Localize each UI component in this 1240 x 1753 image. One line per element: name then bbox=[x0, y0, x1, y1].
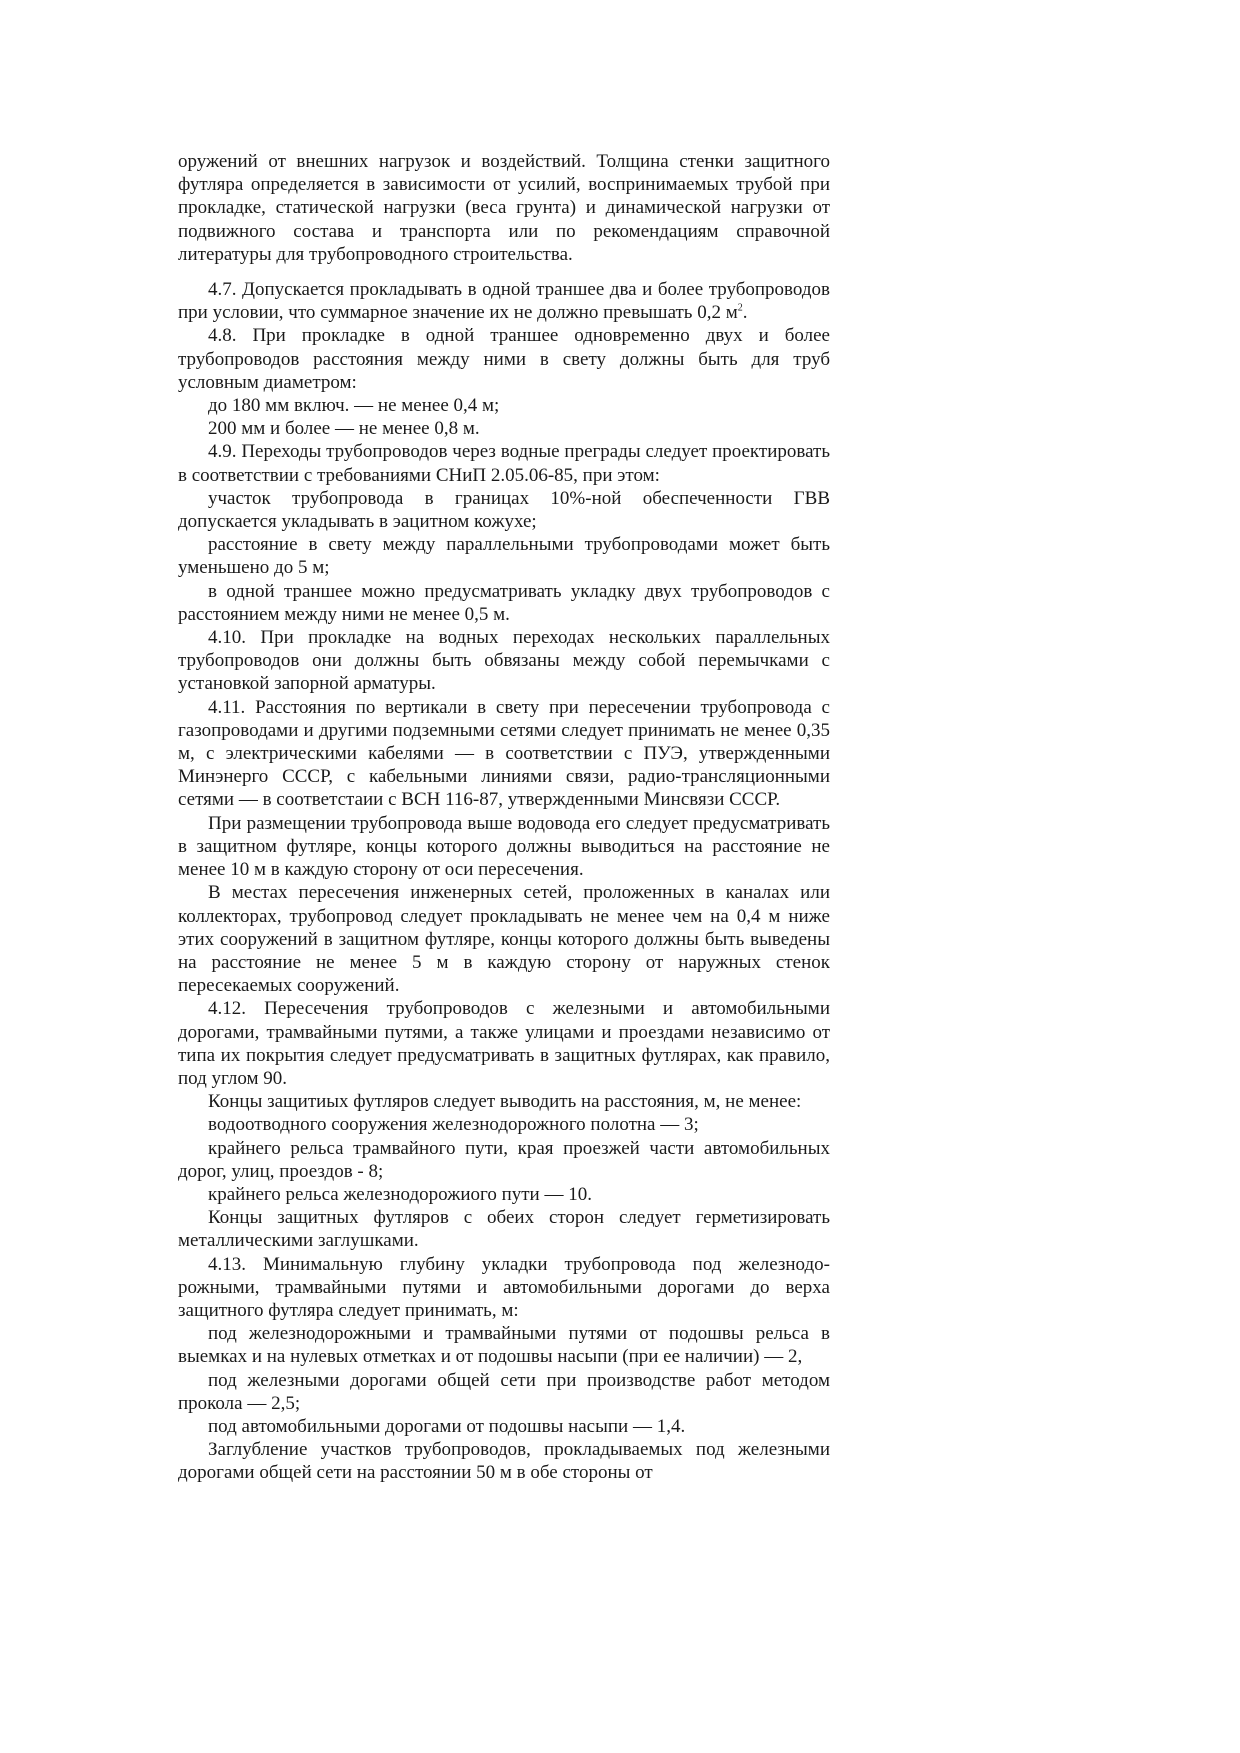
paragraph-item-200: 200 мм и более — не менее 0,8 м. bbox=[208, 418, 480, 440]
paragraph-item-drainage: водоотводного сооружения железнодорожного полотна — 3; bbox=[208, 1114, 699, 1136]
paragraph-item-rail: крайнего рельса железнодорожиого пути — 10. bbox=[208, 1183, 592, 1205]
paragraph-sealing: Концы защитных футляров с обеих сторон следует герметизировать металлическими заглушками. bbox=[178, 1207, 830, 1252]
paragraph-item-trench: в одной траншее можно предусматривать укладку двух трубопроводов с расстоянием между ними не менее 0,5 м. bbox=[178, 580, 830, 625]
paragraph-deepening: Заглубление участков трубопроводов, прокладываемых под железными дорогами общей сети на расстоянии 50 м в обе стороны от bbox=[178, 1439, 830, 1484]
paragraph-item-distance: расстояние в свету между параллельными трубопроводами может быть уменьшено до 5 м; bbox=[178, 534, 830, 579]
superscript-exponent: 2 bbox=[737, 302, 743, 314]
paragraph-4-7-text: 4.7. Допускается прокладывать в одной траншее два и более трубопроводов при условии, что суммарное значение их не должно превышать 0,2 м bbox=[178, 279, 830, 324]
document-page bbox=[178, 150, 830, 1485]
paragraph-item-180: до 180 мм включ. — не менее 0,4 м; bbox=[208, 395, 500, 417]
paragraph-item-rail-depth: под железнодорожными и трамвайными путями от подошвы рельса в выемках и на нулевых отметках и от подошвы насыпи (при ее наличии) — 2, bbox=[178, 1323, 830, 1368]
paragraph-4-11: 4.11. Расстояния по вертикали в свету при пересечении трубопровода с газопроводами и другими подземными сетями следует принимать не менее 0,35 м, с электрическими кабелями — в соответствии с ПУЭ, утвержденными Минэнерго СССР, с кабельными линиями связи, радио-трансляционными сетями — в соответстаии с ВСН 116-87, утвержденными Минсвязи СССР. bbox=[178, 696, 830, 811]
paragraph-casing-ends: Концы защитиых футляров следует выводить на расстояния, м, не менее: bbox=[208, 1091, 802, 1113]
paragraph-item-gvv: участок трубопровода в границах 10%-ной обеспеченности ГВВ допускается укладывать в эацитном кожухе; bbox=[178, 487, 830, 533]
paragraph-4-8: 4.8. При прокладке в одной траншее одновременно двух и более трубопроводов расстояния между ними в свету должны быть для труб условным диаметром: bbox=[178, 325, 830, 393]
paragraph-placement: При размещении трубопровода выше водовода его следует предусматривать в защитном футляре, концы которого должны выводиться на расстояние не менее 10 м в каждую сторону от оси пересечения. bbox=[178, 812, 830, 881]
paragraph-4-10: 4.10. При прокладке на водных переходах нескольких параллельных трубопроводов они должны быть обвязаны между собой перемычками с установкой запорной арматуры. bbox=[178, 627, 830, 695]
paragraph-4-13: 4.13. Минимальную глубину укладки трубопровода под железнодо-рожными, трамвайными путями и автомобильными дорогами до верха защитного футляра следует принимать, м: bbox=[178, 1253, 830, 1321]
paragraph-item-road: под автомобильными дорогами от подошвы насыпи — 1,4. bbox=[208, 1415, 686, 1437]
paragraph-crossing: В местах пересечения инженерных сетей, проложенных в каналах или коллекторах, трубопровод следует прокладывать не менее чем на 0,4 м ниже этих сооружений в защитном футляре, концы которого должны быть выведены на расстояние не менее 5 м в каждую сторону от наружных стенок пересекаемых сооружений. bbox=[178, 882, 830, 997]
paragraph-4-7 bbox=[178, 278, 830, 324]
paragraph-4-7-tail: . bbox=[742, 302, 748, 324]
paragraph-0: оружений от внешних нагрузок и воздействий. Толщина стенки защитного футляра определяется в зависимости от усилий, воспринимаемых трубой при прокладке, статической нагрузки (веса грунта) и динамической нагрузки от подвижного состава и транспорта или по рекомендациям справочной литературы для трубопроводного строительства. bbox=[178, 151, 830, 265]
paragraph-4-9: 4.9. Переходы трубопроводов через водные преграды следует проектировать в соответствии с требованиями СНиП 2.05.06-85, при этом: bbox=[178, 441, 830, 486]
paragraph-item-tram-rail: крайнего рельса трамвайного пути, края проезжей части автомобильных дорог, улиц, проездов - 8; bbox=[178, 1137, 830, 1182]
paragraph-4-12: 4.12. Пересечения трубопроводов с железными и автомобильными дорогами, трамвайными путями, а также улицами и проездами независимо от типа их покрытия следует предусматривать в защитных футлярах, как правило, под углом 90. bbox=[178, 998, 830, 1089]
paragraph-item-puncture: под железными дорогами общей сети при производстве работ методом прокола — 2,5; bbox=[178, 1369, 830, 1414]
